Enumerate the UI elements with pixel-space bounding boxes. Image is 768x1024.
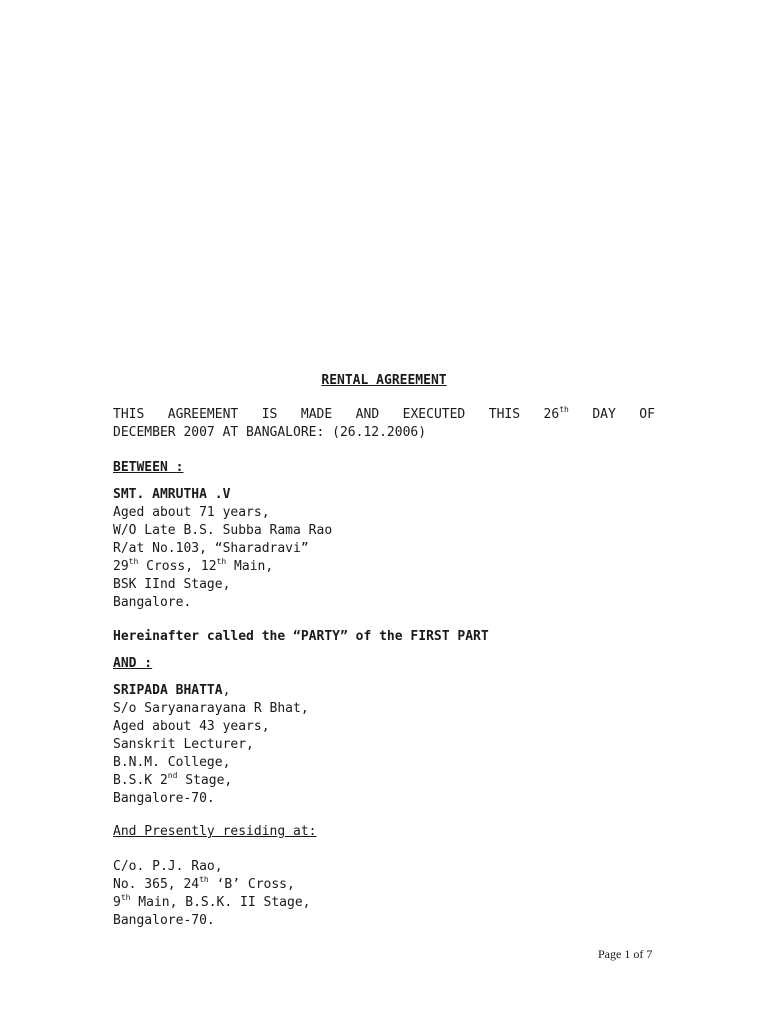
second-party-relation: S/o Saryanarayana R Bhat, [113,701,309,716]
intro-word: THIS [488,407,521,422]
intro-day: 26th [543,405,569,422]
intro-line-1 [113,406,655,424]
first-party-name: SMT. AMRUTHA .V [113,487,231,502]
residence-main: 9th Main, B.S.K. II Stage, [113,893,311,910]
intro-word: OF [639,407,655,422]
residence-care-of: C/o. P.J. Rao, [113,859,223,874]
residence-number: No. 365, 24th ‘B’ Cross, [113,875,295,892]
intro-word: DAY [592,407,616,422]
second-party-occupation: Sanskrit Lecturer, [113,737,254,752]
intro-line-2: DECEMBER 2007 AT BANGALORE: (26.12.2006) [113,425,427,440]
residence-city: Bangalore-70. [113,913,215,928]
intro-word: EXECUTED [402,407,466,422]
second-party-college: B.N.M. College, [113,755,231,770]
first-party-address: R/at No.103, “Sharadravi” [113,541,309,556]
and-label: AND : [113,656,153,671]
between-label: BETWEEN : [113,460,184,475]
intro-word: IS [261,407,278,422]
intro-word: MADE [300,407,333,422]
first-party-stage: BSK IInd Stage, [113,577,231,592]
residing-label: And Presently residing at: [113,824,317,839]
first-party-cross: 29th Cross, 12th Main, [113,557,274,574]
second-party-stage: B.S.K 2nd Stage, [113,771,233,788]
second-party-age: Aged about 43 years, [113,719,270,734]
page-number: Page 1 of 7 [598,947,653,961]
second-party-city: Bangalore-70. [113,791,215,806]
first-party-age: Aged about 71 years, [113,505,270,520]
first-party-relation: W/O Late B.S. Subba Rama Rao [113,523,333,538]
intro-word: THIS [113,407,145,422]
intro-word: AND [355,407,380,422]
first-party-caption: Hereinafter called the “PARTY” of the FIRST PART [113,629,489,644]
document-title: RENTAL AGREEMENT [321,373,447,388]
second-party-name: SRIPADA BHATTA, [113,683,231,698]
first-party-city: Bangalore. [113,595,192,610]
intro-word: AGREEMENT [167,407,239,422]
